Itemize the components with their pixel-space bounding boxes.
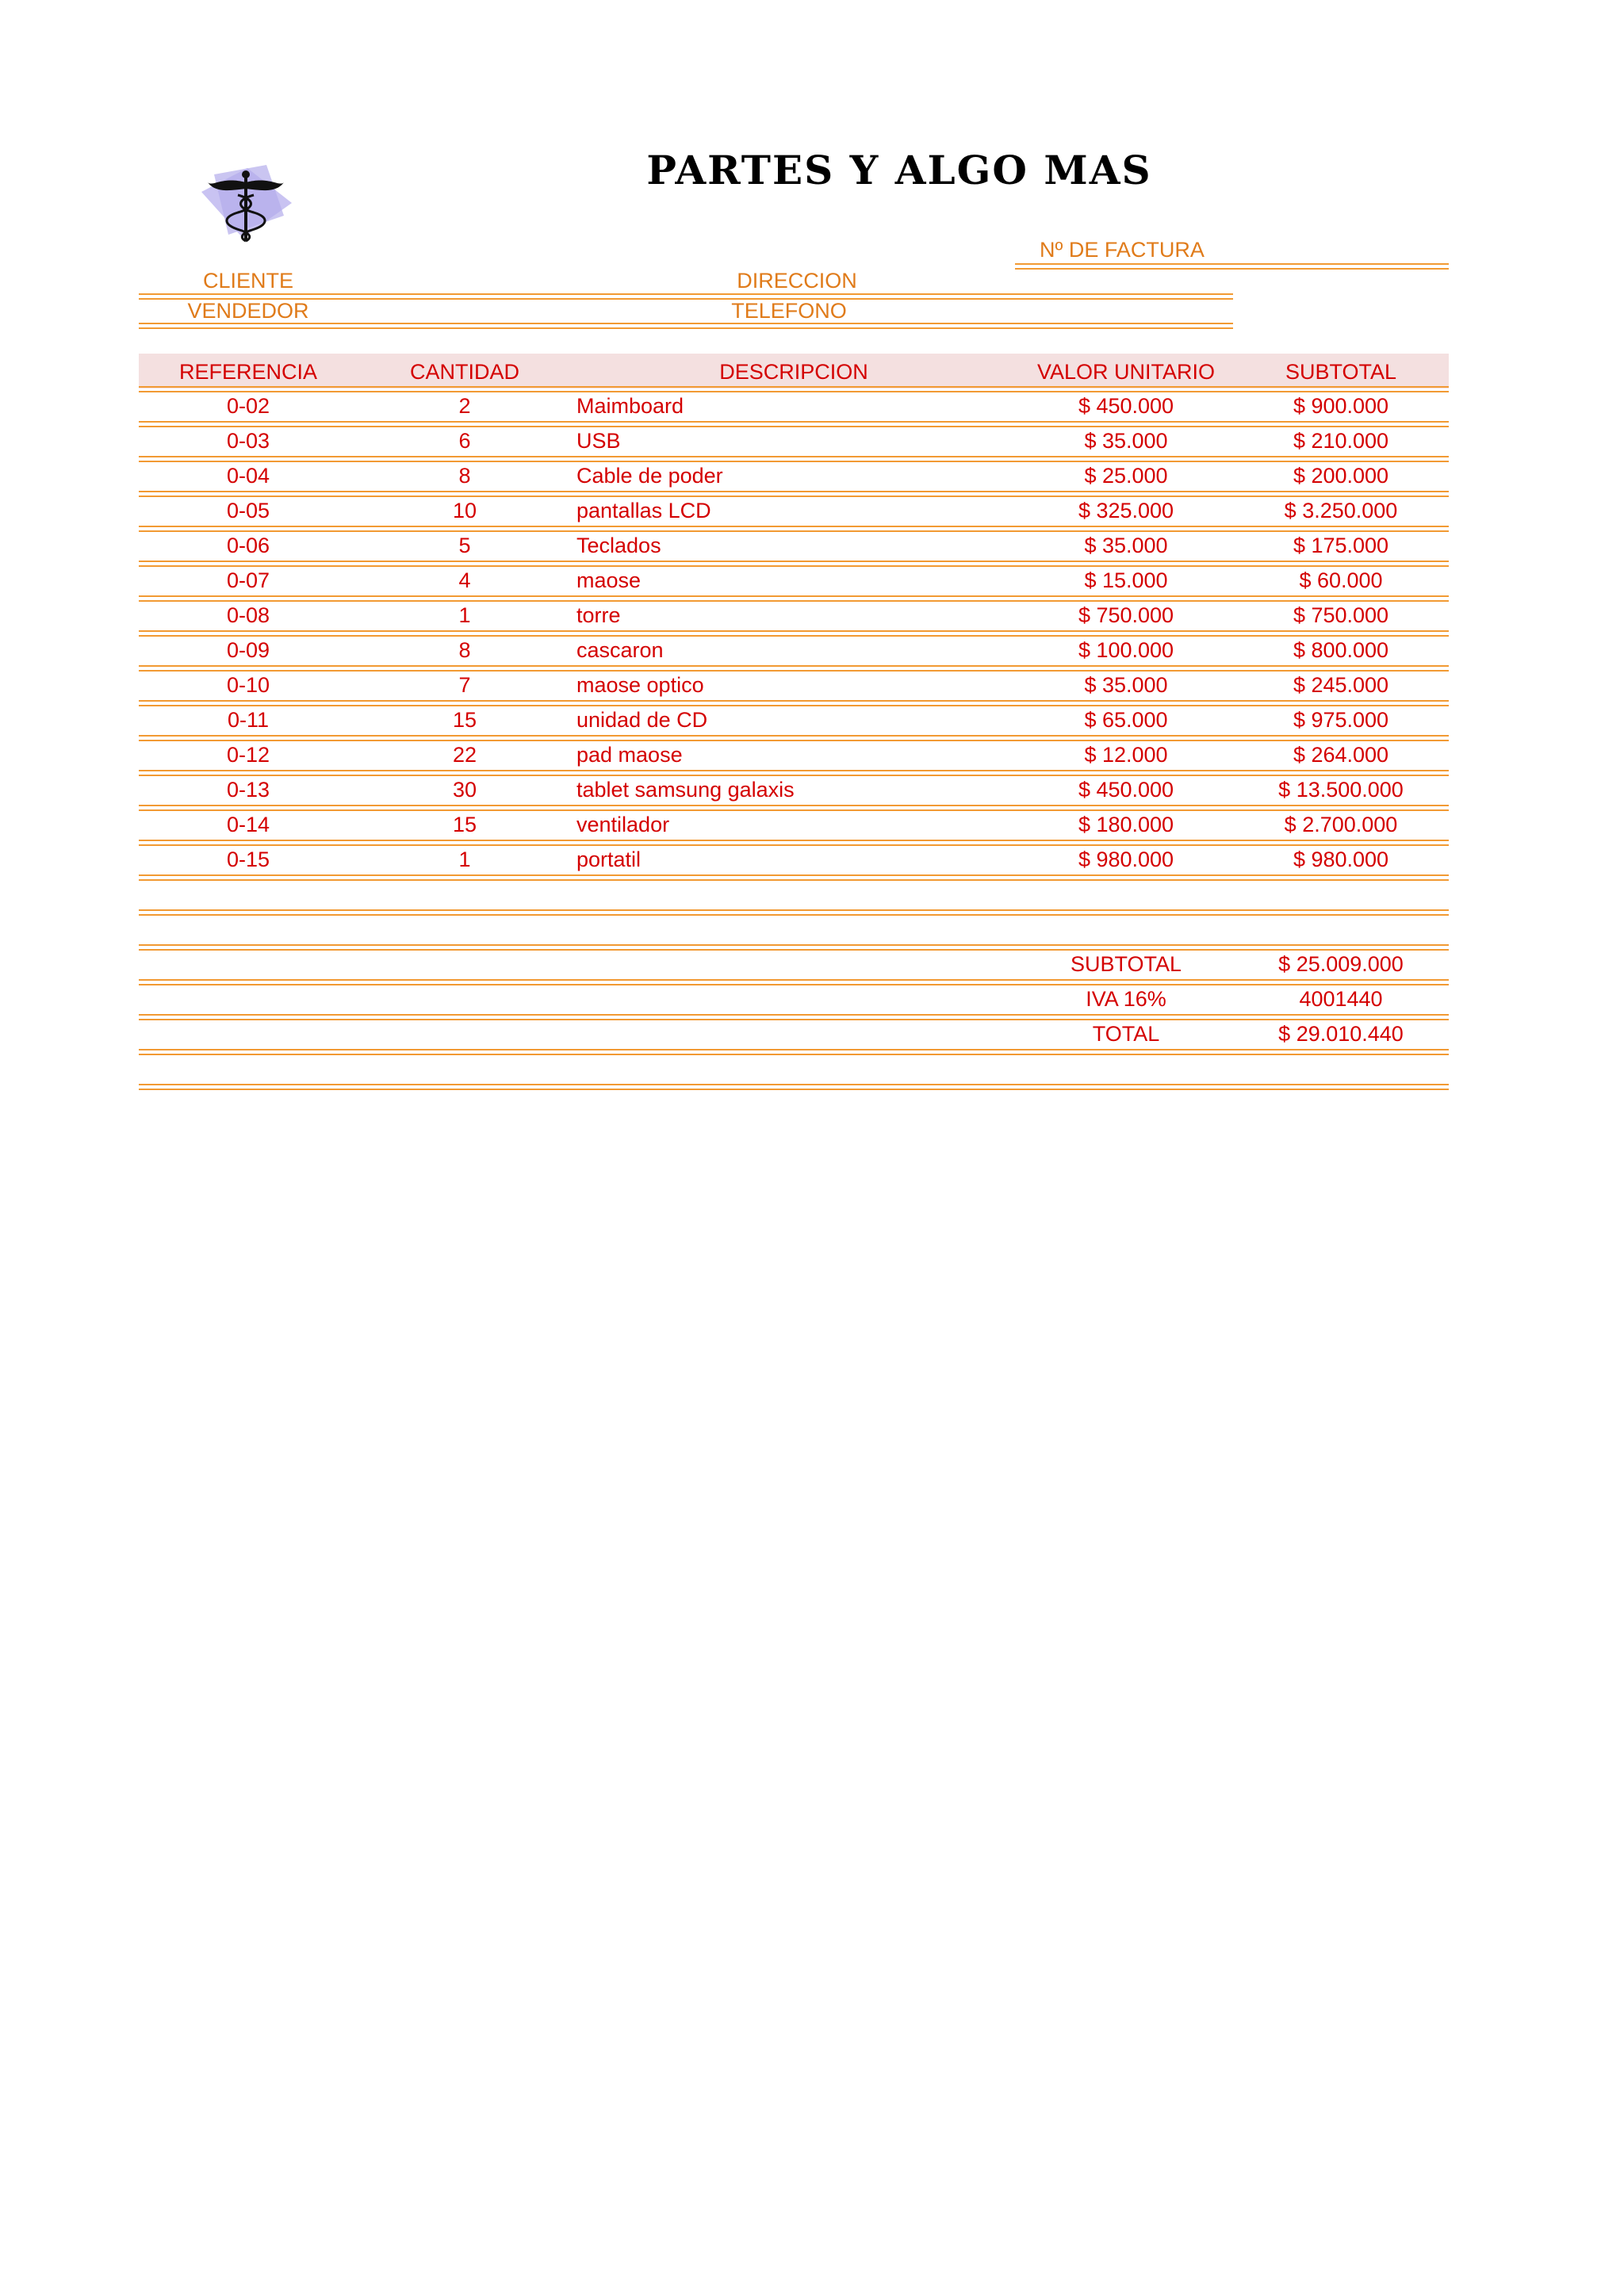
client-label: CLIENTE <box>202 269 294 293</box>
column-header-valor-unitario: VALOR UNITARIO <box>1036 360 1216 384</box>
row-ref: 0-02 <box>226 394 270 418</box>
row-subtotal: $ 3.250.000 <box>1284 499 1398 522</box>
table-header-line <box>139 386 1449 392</box>
row-line <box>139 1014 1449 1020</box>
seller-line <box>139 323 1233 329</box>
row-ref: 0-11 <box>227 708 270 732</box>
row-subtotal: $ 800.000 <box>1293 638 1389 662</box>
row-unit-price: $ 35.000 <box>1084 673 1168 697</box>
totals-subtotal-value: $ 25.009.000 <box>1278 952 1404 976</box>
row-line <box>139 979 1449 985</box>
row-qty: 2 <box>458 394 471 418</box>
row-unit-price: $ 65.000 <box>1084 708 1168 732</box>
row-ref: 0-04 <box>226 464 270 488</box>
row-desc: unidad de CD <box>576 708 708 732</box>
column-header-subtotal: SUBTOTAL <box>1285 360 1397 384</box>
row-unit-price: $ 450.000 <box>1078 778 1174 802</box>
row-line <box>139 491 1449 497</box>
row-qty: 15 <box>452 708 477 732</box>
row-ref: 0-05 <box>226 499 270 522</box>
row-desc: USB <box>576 429 621 453</box>
column-header-descripcion: DESCRIPCION <box>719 360 868 384</box>
caduceus-icon <box>190 159 301 254</box>
row-line <box>139 456 1449 462</box>
totals-iva-label: IVA 16% <box>1086 987 1166 1011</box>
row-qty: 30 <box>452 778 477 802</box>
row-unit-price: $ 980.000 <box>1078 848 1174 871</box>
row-subtotal: $ 2.700.000 <box>1284 813 1398 836</box>
row-qty: 8 <box>458 638 471 662</box>
address-label: DIRECCION <box>737 269 857 293</box>
row-unit-price: $ 100.000 <box>1078 638 1174 662</box>
totals-iva-value: 4001440 <box>1299 987 1383 1011</box>
row-subtotal: $ 245.000 <box>1293 673 1389 697</box>
row-qty: 1 <box>458 848 471 871</box>
row-desc: maose optico <box>576 673 704 697</box>
row-ref: 0-03 <box>226 429 270 453</box>
row-line <box>139 874 1449 881</box>
row-desc: Maimboard <box>576 394 684 418</box>
row-line <box>139 665 1449 672</box>
row-desc: Teclados <box>576 534 661 557</box>
row-subtotal: $ 210.000 <box>1293 429 1389 453</box>
row-qty: 8 <box>458 464 471 488</box>
row-subtotal: $ 900.000 <box>1293 394 1389 418</box>
row-ref: 0-13 <box>226 778 270 802</box>
row-unit-price: $ 15.000 <box>1084 568 1168 592</box>
row-line <box>139 595 1449 602</box>
row-qty: 1 <box>458 603 471 627</box>
row-subtotal: $ 750.000 <box>1293 603 1389 627</box>
column-header-referencia: REFERENCIA <box>178 360 318 384</box>
row-line <box>139 805 1449 811</box>
row-desc: ventilador <box>576 813 670 836</box>
row-subtotal: $ 200.000 <box>1293 464 1389 488</box>
row-line <box>139 561 1449 567</box>
row-line <box>139 1049 1449 1055</box>
row-unit-price: $ 450.000 <box>1078 394 1174 418</box>
row-subtotal: $ 975.000 <box>1293 708 1389 732</box>
row-ref: 0-15 <box>226 848 270 871</box>
empty-row-line <box>139 944 1449 951</box>
row-line <box>139 840 1449 846</box>
row-subtotal: $ 175.000 <box>1293 534 1389 557</box>
totals-total-value: $ 29.010.440 <box>1278 1022 1404 1046</box>
row-desc: Cable de poder <box>576 464 723 488</box>
row-unit-price: $ 180.000 <box>1078 813 1174 836</box>
invoice-number-line <box>1015 263 1449 270</box>
row-unit-price: $ 35.000 <box>1084 534 1168 557</box>
row-subtotal: $ 13.500.000 <box>1278 778 1404 802</box>
invoice-number-label: Nº DE FACTURA <box>1040 238 1205 262</box>
bottom-line <box>139 1084 1449 1090</box>
row-qty: 10 <box>452 499 477 522</box>
row-desc: pad maose <box>576 743 683 767</box>
row-line <box>139 421 1449 427</box>
row-desc: cascaron <box>576 638 664 662</box>
empty-row-line <box>139 909 1449 916</box>
row-ref: 0-14 <box>226 813 270 836</box>
row-desc: tablet samsung galaxis <box>576 778 795 802</box>
row-unit-price: $ 325.000 <box>1078 499 1174 522</box>
row-qty: 4 <box>458 568 471 592</box>
row-subtotal: $ 60.000 <box>1299 568 1383 592</box>
row-ref: 0-09 <box>226 638 270 662</box>
phone-label: TELEFONO <box>731 299 847 323</box>
row-desc: torre <box>576 603 621 627</box>
row-qty: 5 <box>458 534 471 557</box>
row-ref: 0-08 <box>226 603 270 627</box>
company-name: PARTES Y ALGO MAS <box>646 147 1152 193</box>
totals-subtotal-label: SUBTOTAL <box>1070 952 1182 976</box>
row-line <box>139 630 1449 637</box>
row-line <box>139 700 1449 706</box>
row-line <box>139 735 1449 741</box>
row-qty: 15 <box>452 813 477 836</box>
column-header-cantidad: CANTIDAD <box>409 360 519 384</box>
row-subtotal: $ 980.000 <box>1293 848 1389 871</box>
row-qty: 7 <box>458 673 471 697</box>
row-desc: maose <box>576 568 642 592</box>
row-ref: 0-12 <box>226 743 270 767</box>
row-unit-price: $ 35.000 <box>1084 429 1168 453</box>
row-ref: 0-10 <box>226 673 270 697</box>
row-line <box>139 770 1449 776</box>
row-desc: pantallas LCD <box>576 499 711 522</box>
seller-label: VENDEDOR <box>187 299 309 323</box>
row-ref: 0-06 <box>226 534 270 557</box>
totals-total-label: TOTAL <box>1092 1022 1160 1046</box>
row-subtotal: $ 264.000 <box>1293 743 1389 767</box>
row-unit-price: $ 750.000 <box>1078 603 1174 627</box>
row-line <box>139 526 1449 532</box>
row-ref: 0-07 <box>226 568 270 592</box>
row-qty: 6 <box>458 429 471 453</box>
row-unit-price: $ 12.000 <box>1084 743 1168 767</box>
row-unit-price: $ 25.000 <box>1084 464 1168 488</box>
row-desc: portatil <box>576 848 642 871</box>
row-qty: 22 <box>452 743 477 767</box>
